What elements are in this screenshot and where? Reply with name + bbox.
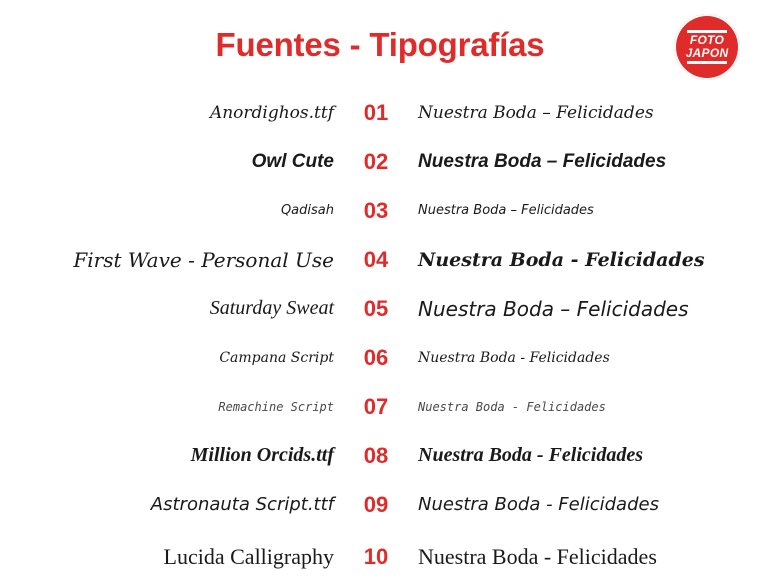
logo-bar-bottom — [687, 61, 727, 64]
list-item — [18, 88, 742, 137]
font-index: 08 — [363, 442, 389, 468]
list-item — [18, 235, 742, 284]
font-index: 04 — [363, 246, 389, 272]
list-item — [18, 480, 742, 529]
font-sample: Nuestra Boda – Felicidades — [418, 203, 594, 218]
font-index: 06 — [363, 344, 389, 370]
font-index: 01 — [363, 99, 389, 125]
list-item — [18, 284, 742, 333]
font-sample: Nuestra Boda – Felicidades — [418, 102, 654, 123]
foto-japon-logo — [674, 14, 740, 80]
font-name: Owl Cute — [251, 150, 334, 172]
font-index: 09 — [363, 491, 389, 517]
list-item — [18, 137, 742, 186]
font-name: Qadisah — [280, 203, 334, 218]
list-item — [18, 529, 742, 585]
font-name: Remachine Script — [218, 399, 334, 414]
font-name: Saturday Sweat — [209, 297, 334, 319]
list-item — [18, 333, 742, 382]
font-index: 02 — [363, 148, 389, 174]
logo-text-line1: FOTO — [689, 33, 725, 47]
font-sample: Nuestra Boda - Felicidades — [418, 544, 657, 569]
font-sample: Nuestra Boda – Felicidades — [418, 150, 667, 172]
font-name: Astronauta Script.ttf — [150, 494, 334, 515]
logo-text-line2: JAPON — [685, 46, 729, 60]
font-sample: Nuestra Boda - Felicidades — [418, 399, 606, 414]
font-name: Anordighos.ttf — [209, 102, 334, 123]
list-item — [18, 431, 742, 480]
font-name: Million Orcids.ttf — [190, 444, 334, 466]
font-sample: Nuestra Boda - Felicidades — [418, 349, 610, 366]
list-item — [18, 382, 742, 431]
font-sample: Nuestra Boda - Felicidades — [418, 248, 705, 271]
header — [0, 0, 760, 88]
font-list — [0, 88, 760, 585]
list-item — [18, 186, 742, 235]
page-title: Fuentes - Tipografías — [215, 26, 545, 63]
font-index: 05 — [363, 295, 389, 321]
font-sample: Nuestra Boda – Felicidades — [418, 296, 689, 321]
font-index: 10 — [363, 544, 389, 569]
font-index: 07 — [363, 393, 389, 419]
font-index: 03 — [363, 197, 389, 223]
font-sample: Nuestra Boda - Felicidades — [418, 494, 659, 515]
font-name: First Wave - Personal Use — [73, 247, 334, 272]
font-sample: Nuestra Boda - Felicidades — [418, 444, 643, 466]
font-name: Campana Script — [219, 349, 334, 366]
font-name: Lucida Calligraphy — [163, 544, 334, 569]
